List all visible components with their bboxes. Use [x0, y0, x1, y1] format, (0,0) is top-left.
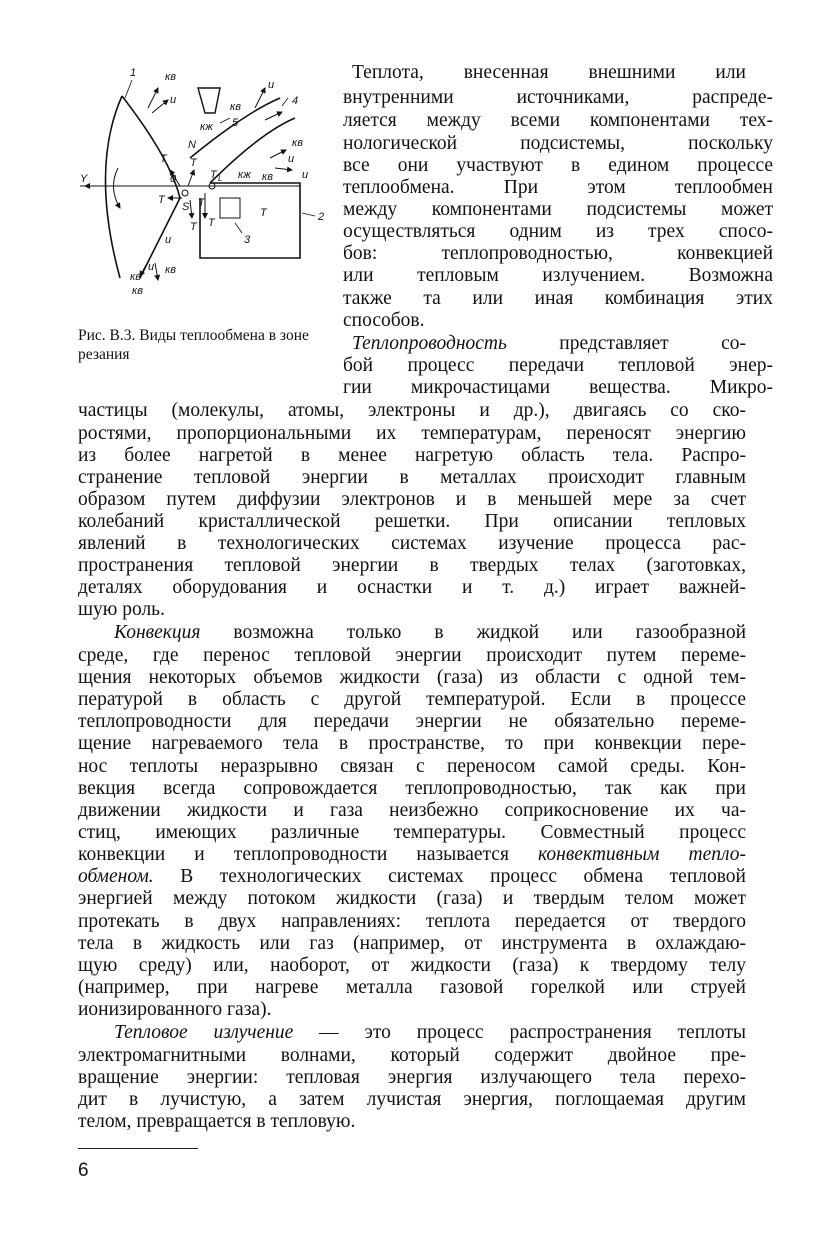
- label-3: 3: [244, 234, 251, 246]
- term-convection: Конвекция: [114, 622, 201, 643]
- text-line: шую роль.: [78, 599, 165, 620]
- text-line-term: конвекции и теплопроводности называется конвективным тепло-: [78, 844, 746, 865]
- label-kv2: кв: [230, 101, 241, 113]
- text-line: пературой в область с другой температурой. Если в процессе: [78, 689, 746, 710]
- text-line: нологической подсистемы, поскольку: [343, 133, 773, 154]
- text-line: странение тепловой энергии в металлах происходит главным: [78, 467, 746, 488]
- label-kv1: кв: [165, 71, 176, 83]
- text-line: колебаний кристаллической решетки. При описании тепловых: [78, 511, 746, 532]
- text-line: векция всегда сопровождается теплопроводностью, так как при: [78, 778, 746, 799]
- term-convective-exchange-cont: обменом.: [78, 866, 154, 887]
- text-line: щение нагреваемого тела в пространстве, то при конвекции пере-: [78, 733, 746, 754]
- label-kv7: кв: [132, 285, 143, 297]
- label-O: 0: [170, 173, 177, 185]
- text-line: щения некоторых объемов жидкости (газа) из области с одной тем-: [78, 667, 746, 688]
- text-line: энергией между потоком жидкости (газа) и твердым телом может: [78, 888, 746, 909]
- text-line: ионизированного газа).: [78, 999, 272, 1020]
- label-kv3: кв: [262, 171, 273, 183]
- text-line: протекать в двух направлениях: теплота передается от твердого: [78, 911, 746, 932]
- text-line: внутренними источниками, распреде-: [343, 87, 773, 108]
- text-line: ляется между всеми компонентами тех-: [343, 110, 773, 131]
- text-line: нос теплоты неразрывно связан с переносом самой среды. Кон-: [78, 756, 746, 777]
- text-line: теплообмена. При этом теплообмен: [343, 177, 773, 198]
- text-line: из более нагретой в менее нагретую область тела. Распро-: [78, 445, 746, 466]
- text-line: бой процесс передачи тепловой энер-: [343, 355, 773, 376]
- text-line: или тепловым излучением. Возможна: [343, 265, 773, 286]
- text-line: (например, при нагреве металла газовой горелкой или струей: [78, 977, 746, 998]
- label-i5: и: [165, 234, 172, 246]
- label-i3: и: [288, 153, 295, 165]
- term-heat-conduction: Теплопроводность: [352, 333, 507, 354]
- label-TL-sub: L: [218, 174, 223, 183]
- text-line-term: обменом. В технологических системах процесс обмена тепловой: [78, 866, 746, 887]
- text-line: щую среду) или, наоборот, от жидкости (газа) к твердому телу: [78, 955, 746, 976]
- text-line: движении жидкости и газа неизбежно соприкосновение их ча-: [78, 800, 746, 821]
- text-line: электромагнитными волнами, который содержит двойное пре-: [78, 1045, 746, 1066]
- text-line: все они участвуют в едином процессе: [343, 155, 773, 176]
- label-2: 2: [318, 211, 325, 223]
- label-i1: и: [170, 94, 177, 106]
- label-T1: T: [160, 153, 167, 165]
- figure-heat-exchange: [70, 58, 340, 358]
- label-i6: и: [148, 261, 155, 273]
- label-TL: T: [210, 169, 217, 181]
- page-number: 6: [78, 1160, 89, 1181]
- label-T4: T: [198, 197, 205, 209]
- text-line: телом, превращается в тепловую.: [78, 1111, 356, 1132]
- label-T6: T: [260, 207, 267, 219]
- footer-rule: [78, 1148, 198, 1149]
- text-line: тела в жидкость или газ (например, от инструмента в охлаждаю-: [78, 933, 746, 954]
- text-line-term: Конвекция возможна только в жидкой или газообразной: [114, 622, 747, 643]
- label-N: N: [188, 139, 196, 151]
- label-T5: T: [208, 217, 215, 229]
- text-line: явлений в технологических системах изучение процесса рас-: [78, 533, 746, 554]
- label-kzh2: кж: [238, 169, 251, 181]
- label-i2: и: [268, 79, 275, 91]
- cutting-zone-diagram: [70, 58, 340, 328]
- text-line: теплопроводности для передачи энергии не обязательно переме-: [78, 711, 746, 732]
- text-line: Теплота, внесенная внешними или: [352, 62, 746, 83]
- text-line: образом путем диффузии электронов и в меньшей мере за счет: [78, 489, 746, 510]
- text-line: дит в лучистую, а затем лучистая энергия, поглощаемая другим: [78, 1089, 746, 1110]
- text-line: способов.: [343, 310, 425, 331]
- label-T2: T: [190, 157, 197, 169]
- label-kv5: кв: [165, 264, 176, 276]
- text-line: пространения тепловой энергии в твердых телах (заготовках,: [78, 555, 746, 576]
- text-line: гии микрочастицами вещества. Микро-: [343, 377, 773, 398]
- text-line: между компонентами подсистемы может: [343, 199, 773, 220]
- figure-caption: Рис. В.3. Виды теплообмена в зоне резания: [78, 327, 309, 363]
- label-i4: и: [302, 169, 309, 181]
- text-line: ростями, пропорциональными их температурам, переносят энергию: [78, 423, 746, 444]
- text-line: среде, где перенос тепловой энергии происходит путем переме-: [78, 645, 746, 666]
- label-Y: Y: [80, 173, 88, 185]
- term-thermal-radiation: Тепловое излучение: [114, 1022, 294, 1043]
- text-line-term: Теплопроводность представляет со-: [352, 333, 746, 354]
- text-line: стиц, имеющих различные температуры. Совместный процесс: [78, 822, 746, 843]
- label-T7: T: [190, 221, 197, 233]
- text-line: частицы (молекулы, атомы, электроны и др.), двигаясь со ско-: [78, 400, 746, 421]
- label-kv4: кв: [292, 137, 303, 149]
- text-line: деталях оборудования и оснастки и т. д.) играет важней-: [78, 577, 746, 598]
- label-T3: T: [158, 194, 165, 206]
- label-kzh1: кж: [200, 121, 213, 133]
- text-line: осуществляться одним из трех спосо-: [343, 221, 773, 242]
- label-5: 5: [232, 117, 239, 129]
- label-1: 1: [130, 67, 137, 79]
- text-line-term: Тепловое излучение — это процесс распространения теплоты: [114, 1022, 746, 1043]
- text-line: также та или иная комбинация этих: [343, 288, 773, 309]
- text-line: вращение энергии: тепловая энергия излучающего тела перехо-: [78, 1067, 746, 1088]
- term-convective-exchange: конвективным тепло-: [538, 844, 746, 865]
- label-S: S: [182, 201, 190, 213]
- text-line: бов: теплопроводностью, конвекцией: [343, 243, 773, 264]
- label-kv6: кв: [130, 271, 141, 283]
- label-4: 4: [292, 95, 299, 107]
